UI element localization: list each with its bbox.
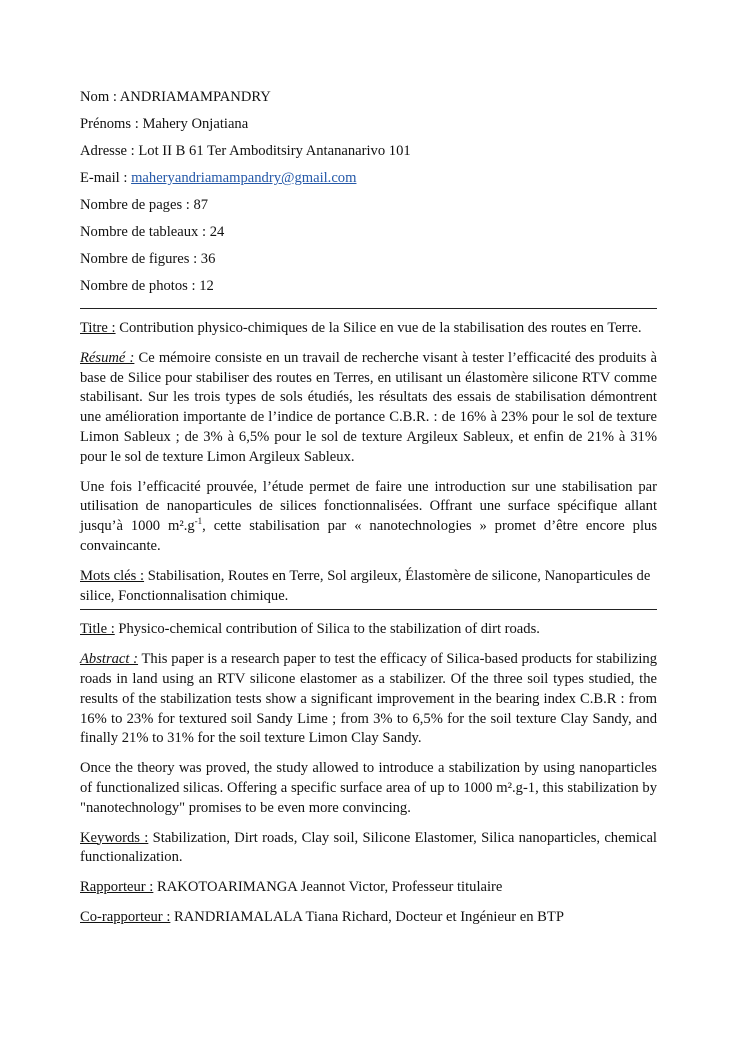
abstract-text: This paper is a research paper to test the efficacy of Silica-based products for stabilizing roads in land using an RTV silicone elastomer as a stabilizer. Of the three soil types studied, the results of the stabilization tests show a significant improvement in the bearing index C.B.R : from 16% to 23% for textured soil Sandy Lime ; from 3% to 6,5% for the soil texture Clay Sandy, and finally 21% to 31% for the soil texture Limon Clay Sandy. bbox=[80, 651, 657, 747]
email-line bbox=[80, 165, 657, 192]
tableaux-label: Nombre de tableaux : bbox=[80, 224, 207, 240]
english-abstract bbox=[80, 650, 657, 749]
adresse-value: Lot II B 61 Ter Amboditsiry Antananarivo 101 bbox=[138, 143, 411, 159]
resume-text: Ce mémoire consiste en un travail de recherche visant à tester l’efficacité des produits à base de Silice pour stabiliser des routes en Terres, en utilisant un élastomère silicone RTV comme stabilisant. Sur les trois types de sols étudiés, les résultats des essais de stabilisation démontrent une amélioration importante de l’indice de portance C.B.R. : de 16% à 23% pour le sol de texture Limon Sableux ; de 3% à 6,5% pour le sol de texture Argileux Sableux, et enfin de 21% à 31% pour le sol de texture Limon Argileux Sableux. bbox=[80, 349, 657, 465]
prenoms-label: Prénoms : bbox=[80, 116, 139, 132]
titre-label: Titre : bbox=[80, 320, 116, 336]
photos-value: 12 bbox=[199, 278, 214, 294]
french-resume bbox=[80, 349, 657, 468]
table-count-line bbox=[80, 219, 657, 246]
section-divider-middle bbox=[80, 609, 657, 610]
title-label: Title : bbox=[80, 621, 115, 638]
author-firstnames-line bbox=[80, 111, 657, 138]
resume-label: Résumé : bbox=[80, 349, 135, 366]
co-rapporteur-line bbox=[80, 908, 657, 928]
motscles-label: Mots clés : bbox=[80, 567, 145, 584]
nom-value: ANDRIAMAMPANDRY bbox=[119, 89, 271, 105]
tableaux-value: 24 bbox=[209, 224, 225, 240]
french-title bbox=[80, 319, 657, 339]
rapporteur-value: RAKOTOARIMANGA Jeannot Victor, Professeur titulaire bbox=[157, 879, 503, 896]
section-divider-top bbox=[80, 308, 657, 309]
figure-count-line bbox=[80, 246, 657, 273]
document-page bbox=[80, 84, 657, 928]
author-name-line bbox=[80, 84, 657, 111]
email-label: E-mail : bbox=[80, 170, 128, 186]
corapporteur-label: Co-rapporteur : bbox=[80, 908, 171, 925]
title-value: Physico-chemical contribution of Silica to the stabilization of dirt roads. bbox=[118, 621, 540, 638]
keywords-value: Stabilization, Dirt roads, Clay soil, Silicone Elastomer, Silica nanoparticles, chemical functionalization. bbox=[80, 829, 657, 866]
rapporteur-label: Rapporteur : bbox=[80, 879, 154, 896]
adresse-label: Adresse : bbox=[80, 143, 135, 159]
french-keywords bbox=[80, 567, 657, 607]
english-keywords bbox=[80, 829, 657, 869]
photo-count-line bbox=[80, 273, 657, 300]
fr-para2-exponent: -1 bbox=[194, 516, 203, 527]
pages-value: 87 bbox=[193, 197, 209, 213]
figures-label: Nombre de figures : bbox=[80, 251, 198, 267]
fr-para2-part1: Une fois l’efficacité prouvée, l’étude permet de faire une introduction sur une stabilisation par utilisation de nanoparticules de silices fonctionnalisées. Offrant une surface spécifique allant jusqu’à 1000 m².g bbox=[80, 478, 657, 535]
titre-value: Contribution physico-chimiques de la Silice en vue de la stabilisation des routes en Terre. bbox=[119, 320, 642, 336]
english-title bbox=[80, 620, 657, 640]
en-para2-text: Once the theory was proved, the study allowed to introduce a stabilization by using nanoparticles of functionalized silicas. Offering a specific surface area of up to 1000 m².g-1, this stabilization by "nanotechnology" promises to be even more convincing. bbox=[80, 760, 657, 816]
page-count-line bbox=[80, 192, 657, 219]
rapporteur-line bbox=[80, 878, 657, 898]
prenoms-value: Mahery Onjatiana bbox=[142, 116, 249, 132]
fr-para2-part2: , cette stabilisation par « nanotechnologies » promet d’être encore plus convaincante. bbox=[80, 518, 658, 554]
figures-value: 36 bbox=[200, 251, 216, 267]
nom-label: Nom : bbox=[80, 89, 117, 105]
motscles-value: Stabilisation, Routes en Terre, Sol argileux, Élastomère de silicone, Nanoparticules de silice, Fonctionnalisation chimique. bbox=[80, 567, 651, 604]
pages-label: Nombre de pages : bbox=[80, 197, 190, 213]
english-paragraph-2 bbox=[80, 759, 657, 818]
corapporteur-value: RANDRIAMALALA Tiana Richard, Docteur et Ingénieur en BTP bbox=[174, 908, 564, 925]
french-paragraph-2 bbox=[80, 478, 657, 557]
photos-label: Nombre de photos : bbox=[80, 278, 196, 294]
address-line bbox=[80, 138, 657, 165]
email-link[interactable]: maheryandriamampandry@gmail.com bbox=[131, 170, 357, 186]
abstract-label: Abstract : bbox=[80, 651, 139, 668]
keywords-label: Keywords : bbox=[80, 829, 149, 846]
